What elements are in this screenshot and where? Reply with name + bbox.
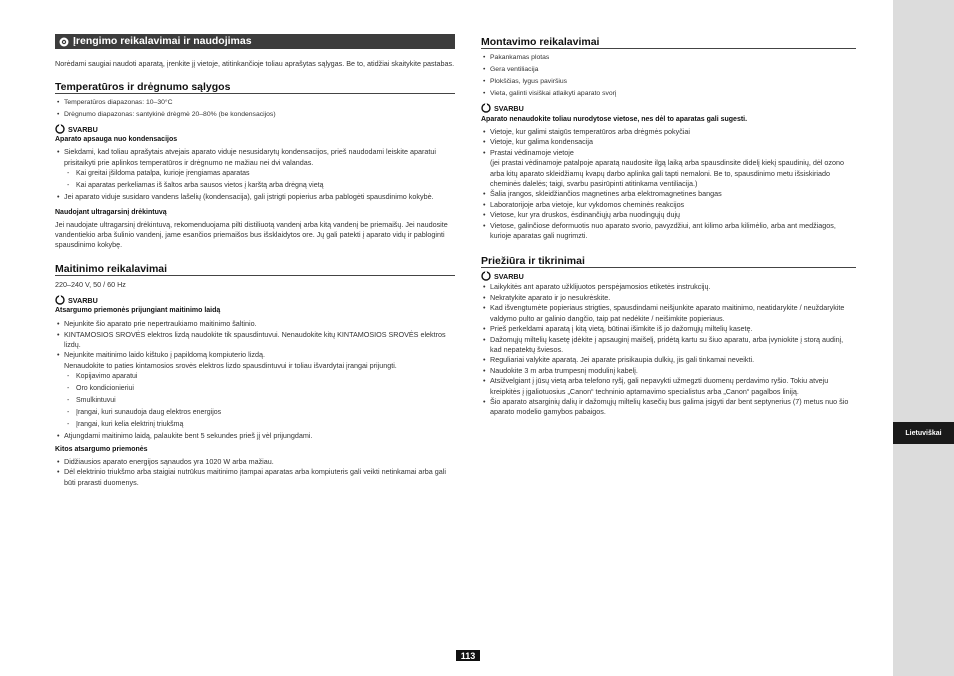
- list-item: • Nekratykite aparato ir jo nesukrėskite.: [481, 293, 856, 303]
- page-number: 113: [456, 650, 480, 661]
- important-icon: [481, 271, 491, 281]
- list-item: • Laikykitės ant aparato užklijuotos perspėjamosios etiketės instrukcijų.: [481, 282, 856, 292]
- temp-bullets-2: [55, 192, 455, 202]
- list-item: • Atjungdami maitinimo laidą, palaukite bent 5 sekundes prieš jį vėl prijungdami.: [55, 431, 455, 441]
- list-item: • Plokščias, lygus paviršius: [481, 76, 856, 88]
- list-item: • Siekdami, kad toliau aprašytais atvejais aparato viduje nesusidarytų kondensacijos, prieš naudodami leiskite aparatui prisitaikyti prie aplinkos temperatūros ir drėgnumo ne mažiau nei dvi valandas.: [55, 147, 455, 168]
- mount-list: [481, 52, 856, 100]
- list-item: • Jei aparato viduje susidaro vandens lašelių (kondensacija), gali įstrigti popierius arba pablogėti spausdinimo kokybė.: [55, 192, 455, 202]
- power-bullets-2: [55, 431, 455, 441]
- right-column: [481, 34, 856, 418]
- list-item: • Vietoje, kur galimi staigūs temperatūros arba drėgmės pokyčiai: [481, 127, 856, 137]
- language-tab[interactable]: Lietuviškai: [893, 422, 954, 444]
- left-column: [55, 34, 455, 488]
- subheading: Kitos atsargumo priemonės: [55, 445, 148, 453]
- list-item: • Temperatūros diapazonas: 10–30°C: [55, 97, 455, 109]
- list-item: • Laboratorijoje arba vietoje, kur vykdomos cheminės reakcijos: [481, 200, 856, 210]
- subheading: Aparato nenaudokite toliau nurodytose vietose, nes dėl to aparatas gali sugesti.: [481, 116, 748, 123]
- list-item: • Nejunkite šio aparato prie nepertraukiamo maitinimo šaltinio.: [55, 319, 455, 329]
- important-label: [55, 124, 455, 134]
- list-item: • Vieta, galinti visiškai atlaikyti aparato svorį: [481, 88, 856, 100]
- important-label: [481, 271, 856, 281]
- list-item: • Didžiausios aparato energijos sąnaudos yra 1020 W arba mažiau.: [55, 457, 455, 467]
- important-text: SVARBU: [68, 124, 98, 134]
- list-item: • Kad išvengtumėte popieriaus strigties, spausdindami neišjunkite aparato maitinimo, neatidarykite / neuždarykite valdymo pulto ar galinio dangčio, taip pat nedėkite / neišimkite popieriaus.: [481, 303, 856, 324]
- important-icon: [55, 295, 65, 305]
- list-item: • Vietose, kur yra druskos, ėsdinančiųjų arba nuodingųjų dujų: [481, 210, 856, 220]
- list-item: • Drėgnumo diapazonas: santykinė drėgmė 20–80% (be kondensacijos): [55, 109, 455, 121]
- subheading: Atsargumo priemonės prijungiant maitinimo laidą: [55, 307, 221, 315]
- power-note: Nenaudokite to paties kintamosios srovės elektros lizdo spausdintuvui ir toliau išvardytai įrangai prijungti.: [64, 360, 397, 370]
- mount-title: Montavimo reikalavimai: [481, 36, 856, 49]
- section-header-text: Įrengimo reikalavimai ir naudojimas: [73, 35, 252, 47]
- list-item: - Kopijavimo aparatui: [55, 371, 455, 383]
- power-bullets: [55, 319, 455, 361]
- list-item: • KINTAMOSIOS SROVĖS elektros lizdą naudokite tik spausdintuvui. Nenaudokite kitų KINTAMOSIOS SROVĖS elektros lizdų.: [55, 330, 455, 351]
- list-item: • Šalia įrangos, skleidžiančios magnetines arba elektromagnetines bangas: [481, 189, 856, 199]
- power-title: Maitinimo reikalavimai: [55, 263, 455, 276]
- list-item: • Nejunkite maitinimo laido kištuko į papildomą kompiuterio lizdą.: [55, 350, 455, 360]
- list-item: • Atsižvelgiant į jūsų vietą arba telefono ryšį, gali nepavykti užmegzti duomenų perdavimo ryšio. Tokiu atveju kreipkitės į įgaliotuosius „Canon“ techninio aptarnavimo specialistus arba „Canon“ pagalbos liniją.: [481, 376, 856, 397]
- humidifier-text: Jei naudojate ultragarsinį drėkintuvą, rekomenduojama pilti distiliuotą vandenį arba kitą vandenį be priemaišų. Jei naudosite vandentiekio arba šulinio vandenį, jame esančios priemaišos bus išsklaidytos ore. Jų gali patekti į aparato vidų ir pabloginti spausdinimo kokybę.: [55, 219, 448, 250]
- section-header: [55, 34, 455, 49]
- temp-bullets: [55, 147, 455, 168]
- important-text: SVARBU: [494, 271, 524, 281]
- list-item: - Smulkintuvui: [55, 395, 455, 407]
- list-item: • Prieš perkeldami aparatą į kitą vietą, būtinai išimkite iš jo dažomųjų miltelių kasetę.: [481, 324, 856, 334]
- list-item: • Reguliariai valykite aparatą. Jei aparate prisikaupia dulkių, jis gali tinkamai neveikti.: [481, 355, 856, 365]
- mount-bullets-2: [481, 189, 856, 241]
- list-item: - Oro kondicionieriui: [55, 383, 455, 395]
- power-dashes: [55, 371, 455, 431]
- list-item: • Gera ventiliacija: [481, 64, 856, 76]
- list-item: • Dėl elektrinio triukšmo arba staigiai nutrūkus maitinimo įtampai aparatas arba kompiuteris gali veikti netinkamai arba gali būti prarasti duomenys.: [55, 467, 455, 488]
- list-item: • Naudokite 3 m arba trumpesnį modulinį kabelį.: [481, 366, 856, 376]
- temp-dashes: [55, 168, 455, 192]
- list-item: - Įrangai, kuri kelia elektrinį triukšmą: [55, 419, 455, 431]
- important-icon: [481, 103, 491, 113]
- important-text: SVARBU: [494, 103, 524, 113]
- power-bullets-3: [55, 457, 455, 488]
- list-item: • Prastai vėdinamoje vietoje: [481, 148, 856, 158]
- important-label: [55, 295, 455, 305]
- list-item: - Kai greitai įšildoma patalpa, kurioje įrengiamas aparatas: [55, 168, 455, 180]
- maint-title: Priežiūra ir tikrinimai: [481, 255, 856, 268]
- power-spec: 220–240 V, 50 / 60 Hz: [55, 279, 126, 289]
- list-item: • Vietoje, kur galima kondensacija: [481, 137, 856, 147]
- gear-icon: [59, 37, 69, 47]
- subheading: Naudojant ultragarsinį drėkintuvą: [55, 208, 167, 216]
- intro-text: Norėdami saugiai naudoti aparatą, įrenkite jį vietoje, atitinkančioje toliau aprašytas sąlygas. Be to, atidžiai skaitykite pastabas.: [55, 59, 455, 68]
- side-strip: [893, 0, 954, 676]
- temp-list: [55, 97, 455, 121]
- list-item: - Kai aparatas perkeliamas iš šaltos arba sausos vietos į karštą arba drėgną vietą: [55, 180, 455, 192]
- list-item: • Dažomųjų miltelių kasetę įdėkite į apsauginį maišelį, pridėtą kartu su šiuo aparatu, arba įvyniokite į storą audinį, kad nepatektų šviesos.: [481, 335, 856, 356]
- maint-bullets: [481, 282, 856, 417]
- important-text: SVARBU: [68, 295, 98, 305]
- important-icon: [55, 124, 65, 134]
- subheading: Aparato apsauga nuo kondensacijos: [55, 136, 178, 144]
- temp-title: Temperatūros ir drėgnumo sąlygos: [55, 81, 455, 94]
- list-item: • Pakankamas plotas: [481, 52, 856, 64]
- ventilation-note: (jei prastai vėdinamoje patalpoje aparatą naudosite ilgą laiką arba spausdinsite didelį kiekį spaudinių, dėl ozono arba kitų aparato skleidžiamų kvapų darbo aplinka gali tapti nemaloni. Be to, spausdinimo metu išsiskiriado cheminės dalelės; taigi, svarbu pasirūpinti atitinkama ventiliacija.): [490, 158, 845, 189]
- important-label: [481, 103, 856, 113]
- list-item: • Vietose, galinčiose deformuotis nuo aparato svorio, pavyzdžiui, ant kilimo arba kilimėlio, arba ant medžiagos, kurioje aparatas gali nugrimzti.: [481, 221, 856, 242]
- list-item: • Šio aparato atsarginių dalių ir dažomųjų miltelių kasečių bus galima įsigyti dar bent septynerius (7) metus nuo šio aparato modelio gamybos pabaigos.: [481, 397, 856, 418]
- list-item: - Įrangai, kuri sunaudoja daug elektros energijos: [55, 407, 455, 419]
- mount-bullets: [481, 127, 856, 158]
